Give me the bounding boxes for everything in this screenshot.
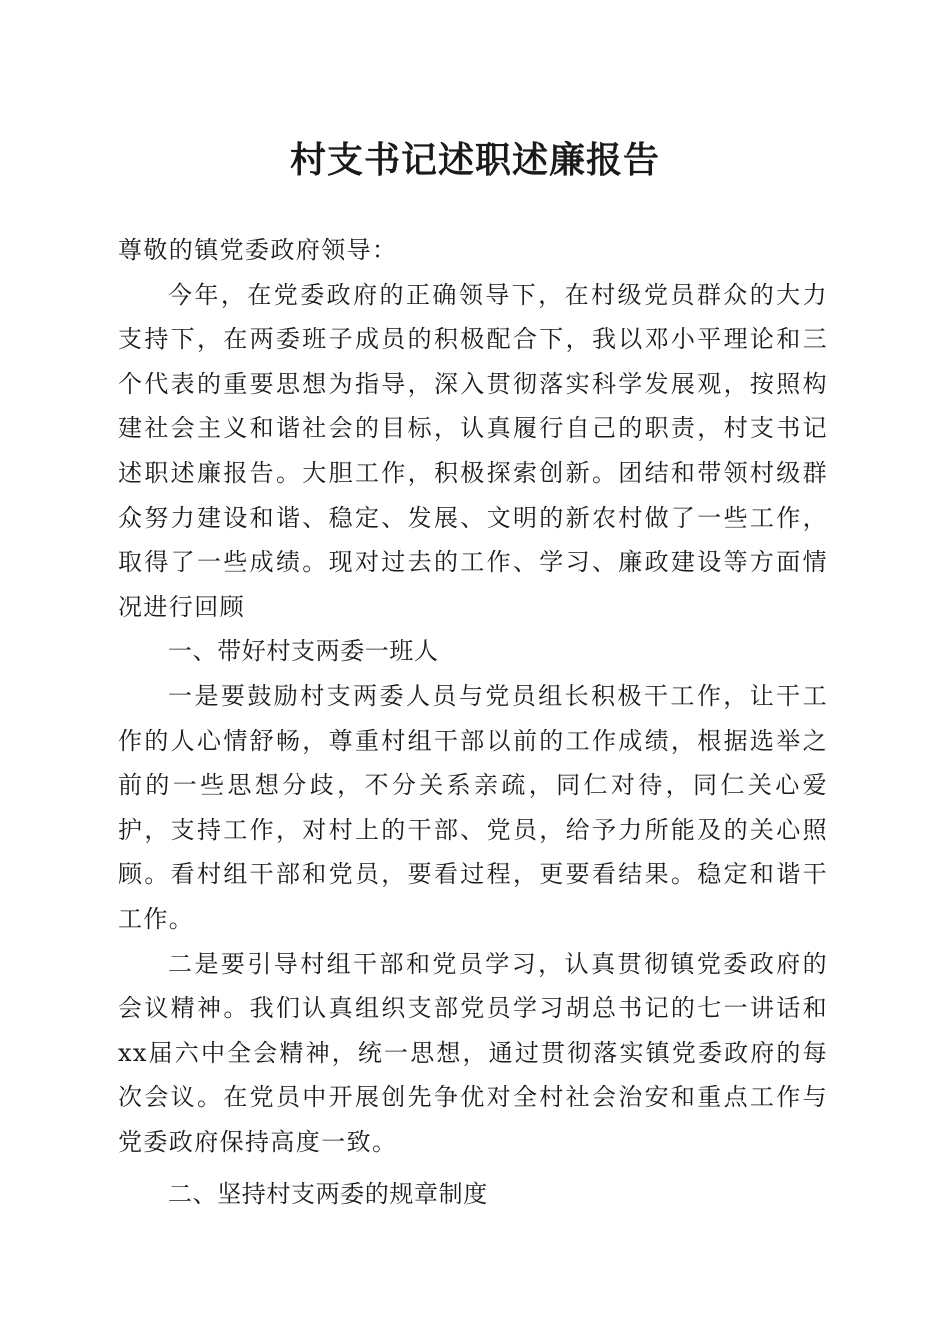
section1-paragraph-1: 一是要鼓励村支两委人员与党员组长积极干工作，让干工作的人心情舒畅，尊重村组干部以前的工作成绩，根据选举之前的一些思想分歧，不分关系亲疏，同仁对待，同仁关心爱护，支持工作，对村上的干部、党员，给予力所能及的关心照顾。看村组干部和党员，要看过程，更要看结果。稳定和谐干工作。 xyxy=(118,681,828,933)
section1-paragraph-2: 二是要引导村组干部和党员学习，认真贯彻镇党委政府的会议精神。我们认真组织支部党员学习胡总书记的七一讲话和xx届六中全会精神，统一思想，通过贯彻落实镇党委政府的每次会议。在党员中开展创先争优对全村社会治安和重点工作与党委政府保持高度一致。 xyxy=(118,949,828,1156)
salutation: 尊敬的镇党委政府领导： xyxy=(118,236,398,264)
document-body xyxy=(118,228,828,1217)
intro-paragraph: 今年，在党委政府的正确领导下，在村级党员群众的大力支持下，在两委班子成员的积极配合下，我以邓小平理论和三个代表的重要思想为指导，深入贯彻落实科学发展观，按照构建社会主义和谐社会的目标，认真履行自己的职责，村支书记述职述廉报告。大胆工作，积极探索创新。团结和带领村级群众努力建设和谐、稳定、发展、文明的新农村做了一些工作，取得了一些成绩。现对过去的工作、学习、廉政建设等方面情况进行回顾 xyxy=(118,280,828,621)
section-heading-2: 二、坚持村支两委的规章制度 xyxy=(168,1180,488,1209)
document-title: 村支书记述职述廉报告 xyxy=(289,139,660,181)
section-heading-1: 一、带好村支两委一班人 xyxy=(168,637,439,666)
